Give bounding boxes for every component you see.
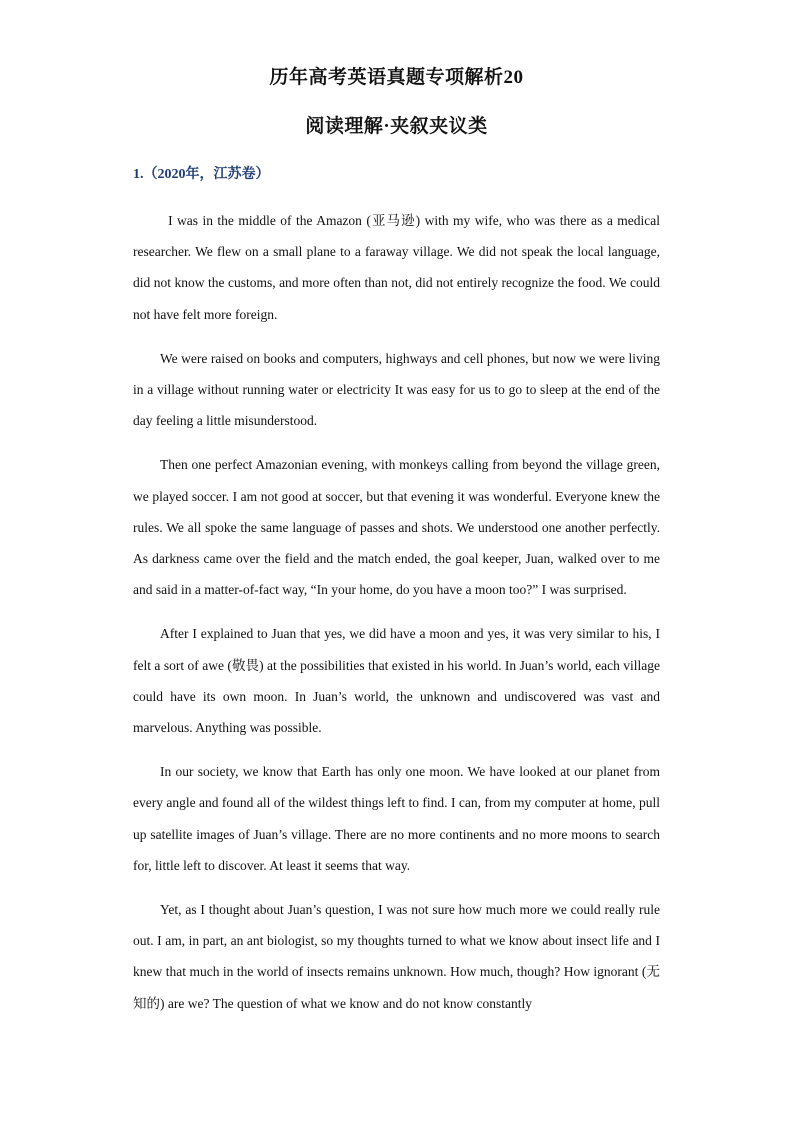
document-title: 历年高考英语真题专项解析20	[269, 67, 524, 88]
paragraph-6: Yet, as I thought about Juan’s question, I was not sure how much more we could really rule out. I am, in part, an ant biologist, so my thoughts turned to what we know about insect life and I knew that much in the world of insects remains unknown. How much, though? How ignorant (无知的) are we? The question of what we know and do not know constantly	[133, 902, 660, 1011]
paragraph-4: After I explained to Juan that yes, we did have a moon and yes, it was very similar to his, I felt a sort of awe (敬畏) at the possibilities that existed in his world. In Juan’s world, each village could have its own moon. In Juan’s world, the unknown and undiscovered was vast and marvelous. Anything was possible.	[133, 626, 660, 736]
paragraph-5: In our society, we know that Earth has only one moon. We have looked at our planet from every angle and found all of the wildest things left to find. I can, from my computer at home, pull up satellite images of Juan’s village. There are no more continents and no more moons to search for, little left to discover. At least it seems that way.	[133, 764, 660, 873]
paragraph-2: We were raised on books and computers, highways and cell phones, but now we were living in a village without running water or electricity It was easy for us to go to sleep at the end of the day feeling a little misunderstood.	[133, 350, 660, 429]
question-number: 1.（2020年，江苏卷）	[133, 167, 270, 182]
paragraph-3: Then one perfect Amazonian evening, with monkeys calling from beyond the village green, we played soccer. I am not good at soccer, but that evening it was wonderful. Everyone knew the rules. We all spoke the same language of passes and shots. We understood one another perfectly. As darkness came over the field and the match ended, the goal keeper, Juan, walked over to me and said in a matter-of-fact way, “In your home, do you have a moon too?” I was surprised.	[133, 457, 660, 598]
paragraph-1: I was in the middle of the Amazon (亚马逊) with my wife, who was there as a medical researcher. We flew on a small plane to a faraway village. We did not speak the local language, did not know the customs, and more often than not, did not entirely recognize the food. We could not have felt more foreign.	[133, 213, 660, 322]
document-subtitle: 阅读理解·夹叙夹议类	[305, 116, 488, 137]
